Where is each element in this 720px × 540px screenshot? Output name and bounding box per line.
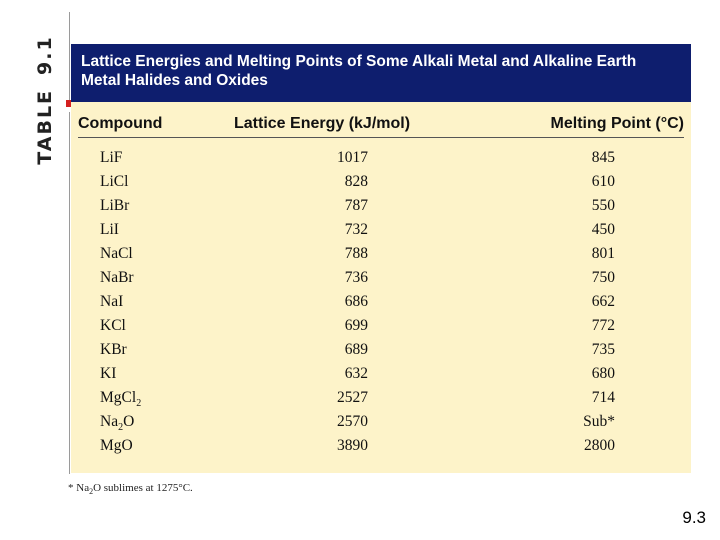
table-header bbox=[71, 112, 691, 136]
compound-formula: MgO bbox=[100, 437, 133, 454]
compound-formula: LiI bbox=[100, 221, 119, 238]
table-row bbox=[71, 387, 691, 411]
footnote-pre: * Na bbox=[68, 482, 90, 494]
table-title-line1: Lattice Energies and Melting Points of Some Alkali Metal and Alkaline Earth bbox=[81, 53, 637, 70]
compound-cell bbox=[100, 437, 133, 455]
table-row bbox=[71, 219, 691, 243]
table-row bbox=[71, 411, 691, 435]
melting-point-cell: 714 bbox=[591, 389, 615, 406]
lattice-energy-cell: 689 bbox=[344, 341, 368, 358]
compound-formula: NaBr bbox=[100, 269, 134, 286]
compound-formula: Na bbox=[100, 413, 119, 430]
compound-formula: NaCl bbox=[100, 245, 133, 262]
table-row bbox=[71, 243, 691, 267]
compound-formula-tail: O bbox=[123, 413, 135, 430]
table-number: 9.1 bbox=[34, 35, 56, 75]
compound-cell bbox=[100, 269, 134, 287]
compound-cell bbox=[100, 413, 134, 433]
lattice-energy-cell: 2570 bbox=[337, 413, 368, 430]
table-row bbox=[71, 171, 691, 195]
lattice-energy-cell: 788 bbox=[344, 245, 368, 262]
header-lattice-energy: Lattice Energy (kJ/mol) bbox=[234, 115, 411, 132]
lattice-energy-cell: 3890 bbox=[337, 437, 368, 454]
table-row bbox=[71, 147, 691, 171]
page-number: 9.3 bbox=[682, 508, 706, 527]
melting-point-cell: 750 bbox=[591, 269, 615, 286]
table-row bbox=[71, 195, 691, 219]
table-row bbox=[71, 267, 691, 291]
table-label-text bbox=[34, 35, 56, 164]
lattice-energy-cell: 736 bbox=[344, 269, 368, 286]
header-rule bbox=[78, 137, 684, 138]
melting-point-cell: 845 bbox=[591, 149, 615, 166]
compound-cell bbox=[100, 341, 127, 359]
compound-formula: KCl bbox=[100, 317, 126, 334]
table-row bbox=[71, 339, 691, 363]
table-label bbox=[20, 10, 70, 190]
table-row bbox=[71, 315, 691, 339]
compound-formula: LiF bbox=[100, 149, 123, 166]
melting-point-cell: 2800 bbox=[584, 437, 615, 454]
melting-point-cell: 801 bbox=[591, 245, 615, 262]
compound-cell bbox=[100, 389, 141, 409]
footnote-sub: 2 bbox=[89, 487, 94, 497]
melting-point-cell: 550 bbox=[591, 197, 615, 214]
lattice-energy-cell: 1017 bbox=[337, 149, 368, 166]
lattice-energy-cell: 2527 bbox=[337, 389, 368, 406]
compound-formula: MgCl bbox=[100, 389, 137, 406]
data-table bbox=[71, 102, 691, 473]
compound-cell bbox=[100, 245, 133, 263]
lattice-energy-cell: 732 bbox=[344, 221, 368, 238]
lattice-energy-cell: 632 bbox=[344, 365, 368, 382]
lattice-energy-cell: 828 bbox=[344, 173, 368, 190]
header-compound: Compound bbox=[78, 115, 163, 132]
compound-subscript: 2 bbox=[118, 422, 124, 434]
lattice-energy-cell: 787 bbox=[344, 197, 368, 214]
melting-point-cell: Sub* bbox=[583, 413, 615, 430]
table-row bbox=[71, 363, 691, 387]
divider-line bbox=[69, 112, 70, 474]
melting-point-cell: 735 bbox=[591, 341, 615, 358]
table-row bbox=[71, 291, 691, 315]
compound-formula: NaI bbox=[100, 293, 124, 310]
table-row bbox=[71, 435, 691, 459]
table-body bbox=[71, 147, 691, 459]
lattice-energy-cell: 699 bbox=[344, 317, 368, 334]
melting-point-cell: 450 bbox=[591, 221, 615, 238]
melting-point-cell: 680 bbox=[591, 365, 615, 382]
compound-cell bbox=[100, 221, 119, 239]
compound-cell bbox=[100, 197, 129, 215]
melting-point-cell: 610 bbox=[591, 173, 615, 190]
compound-formula: KI bbox=[100, 365, 117, 382]
table-word: TABLE bbox=[34, 88, 56, 165]
melting-point-cell: 662 bbox=[591, 293, 615, 310]
melting-point-cell: 772 bbox=[591, 317, 615, 334]
footnote bbox=[68, 482, 193, 496]
compound-cell bbox=[100, 317, 126, 335]
lattice-energy-cell: 686 bbox=[344, 293, 368, 310]
footnote-post: O sublimes at 1275°C. bbox=[93, 482, 193, 494]
compound-subscript: 2 bbox=[136, 398, 142, 410]
compound-formula: LiCl bbox=[100, 173, 129, 190]
compound-formula: LiBr bbox=[100, 197, 130, 214]
compound-formula: KBr bbox=[100, 341, 127, 358]
divider-line bbox=[69, 12, 70, 102]
compound-cell bbox=[100, 365, 116, 383]
compound-cell bbox=[100, 173, 128, 191]
table-title bbox=[71, 44, 691, 102]
header-melting-point: Melting Point (°C) bbox=[550, 115, 684, 132]
compound-cell bbox=[100, 293, 123, 311]
compound-cell bbox=[100, 149, 122, 167]
table-title-line2: Metal Halides and Oxides bbox=[81, 72, 268, 89]
